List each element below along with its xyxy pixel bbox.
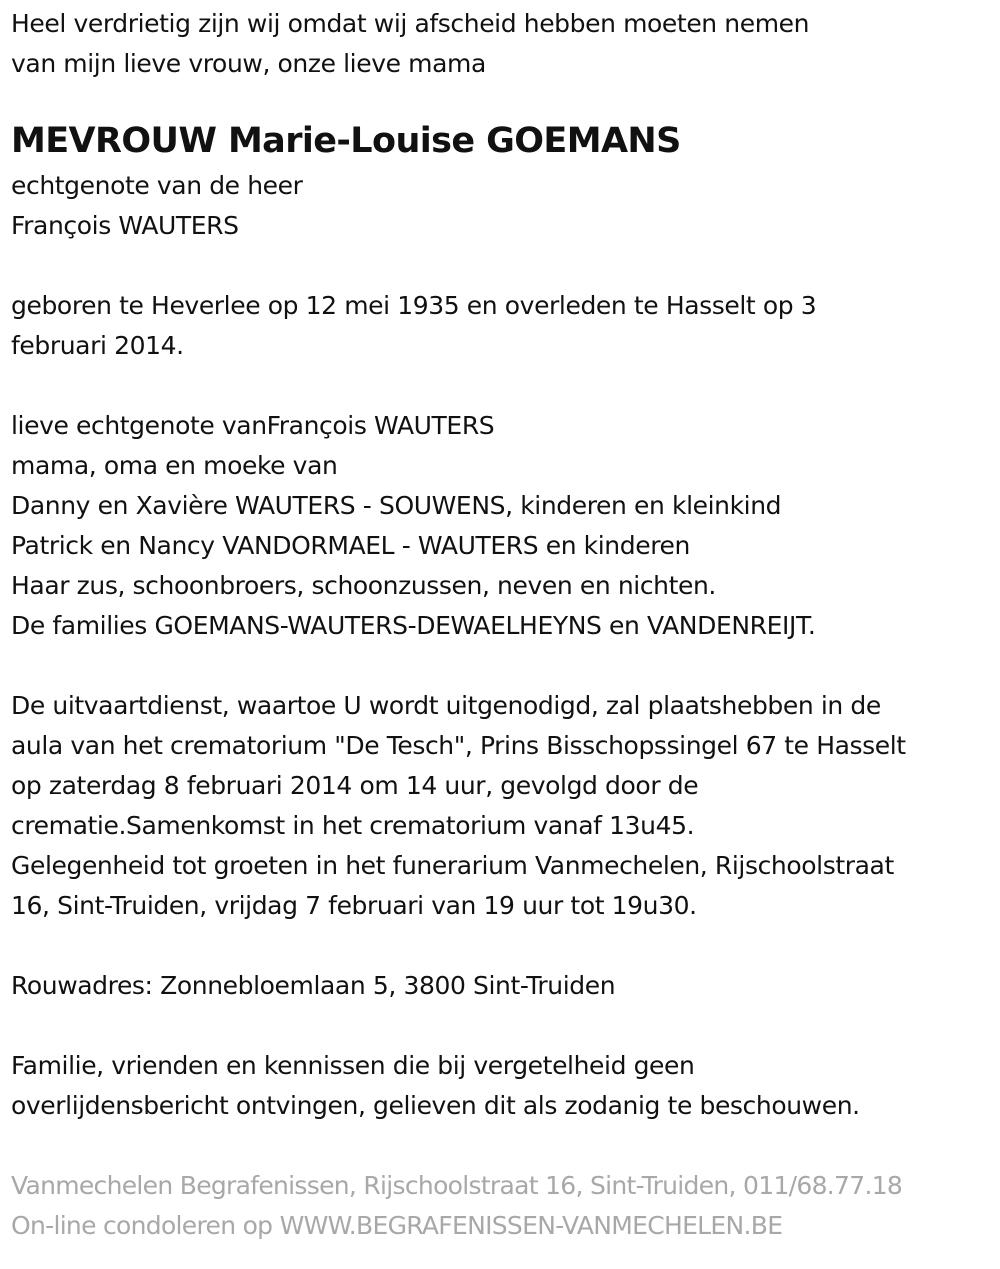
online-condolence-link[interactable]: On-line condoleren op WWW.BEGRAFENISSEN-VANMECHELEN.BE xyxy=(11,1211,783,1240)
family-line: Patrick en Nancy VANDORMAEL - WAUTERS en kinderen xyxy=(11,531,690,560)
funeral-home-contact: Vanmechelen Begrafenissen, Rijschoolstraat 16, Sint-Truiden, 011/68.77.18 xyxy=(11,1171,903,1200)
intro-text xyxy=(11,4,996,84)
service-line: Gelegenheid tot groeten in het funerarium Vanmechelen, Rijschoolstraat xyxy=(11,851,894,880)
birth-death-line: februari 2014. xyxy=(11,331,184,360)
service-line: crematie.Samenkomst in het crematorium vanaf 13u45. xyxy=(11,811,695,840)
service-line: De uitvaartdienst, waartoe U wordt uitgenodigd, zal plaatshebben in de xyxy=(11,691,881,720)
service-line: op zaterdag 8 februari 2014 om 14 uur, gevolgd door de xyxy=(11,771,699,800)
family-line: Haar zus, schoonbroers, schoonzussen, neven en nichten. xyxy=(11,571,716,600)
address-paragraph xyxy=(11,966,996,1006)
family-line: De families GOEMANS-WAUTERS-DEWAELHEYNS en VANDENREIJT. xyxy=(11,611,816,640)
service-line: aula van het crematorium "De Tesch", Prins Bisschopssingel 67 te Hasselt xyxy=(11,731,906,760)
birth-death-paragraph xyxy=(11,286,996,366)
intro-line: Heel verdrietig zijn wij omdat wij afscheid hebben moeten nemen xyxy=(11,9,810,38)
notice-line: Familie, vrienden en kennissen die bij vergetelheid geen xyxy=(11,1051,695,1080)
notice-paragraph xyxy=(11,1046,996,1126)
deceased-name: MEVROUW Marie-Louise GOEMANS xyxy=(11,121,681,161)
service-paragraph xyxy=(11,686,996,926)
notice-line: overlijdensbericht ontvingen, gelieven dit als zodanig te beschouwen. xyxy=(11,1091,860,1120)
family-line: mama, oma en moeke van xyxy=(11,451,338,480)
family-line: lieve echtgenote vanFrançois WAUTERS xyxy=(11,411,495,440)
footer xyxy=(11,1166,996,1246)
spouse-line: echtgenote van de heer xyxy=(11,171,303,200)
family-paragraph xyxy=(11,406,996,646)
mourning-address: Rouwadres: Zonnebloemlaan 5, 3800 Sint-Truiden xyxy=(11,971,616,1000)
family-line: Danny en Xavière WAUTERS - SOUWENS, kinderen en kleinkind xyxy=(11,491,782,520)
service-line: 16, Sint-Truiden, vrijdag 7 februari van 19 uur tot 19u30. xyxy=(11,891,697,920)
spouse-name: François WAUTERS xyxy=(11,211,239,240)
death-notice xyxy=(11,0,996,1246)
birth-death-line: geboren te Heverlee op 12 mei 1935 en overleden te Hasselt op 3 xyxy=(11,291,817,320)
intro-line: van mijn lieve vrouw, onze lieve mama xyxy=(11,49,486,78)
